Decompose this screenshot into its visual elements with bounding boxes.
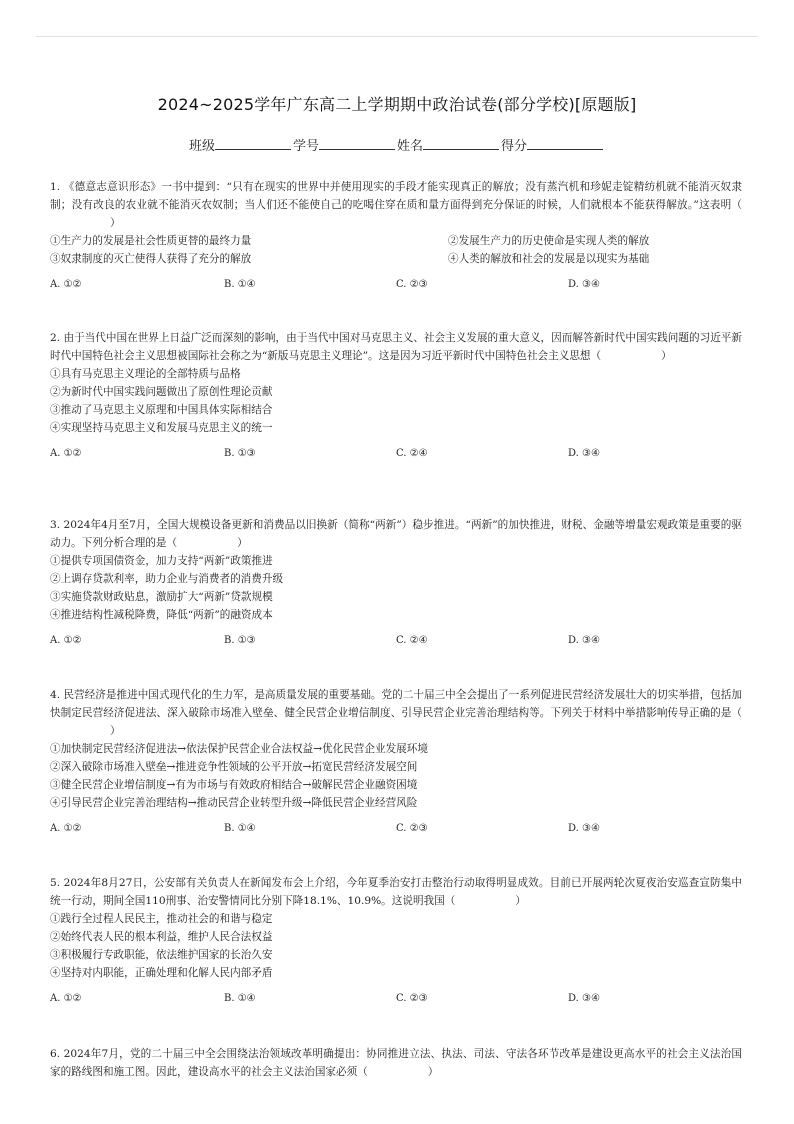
option-4: ④推进结构性减税降费，降低“两新”的融资成本 xyxy=(50,609,273,621)
choice-c[interactable]: C. ②④ xyxy=(396,448,428,459)
score-blank[interactable] xyxy=(527,137,603,150)
question-5 xyxy=(50,874,742,1008)
choice-c[interactable]: C. ②③ xyxy=(396,993,428,1004)
option-4: ④实现坚持马克思主义和发展马克思主义的统一 xyxy=(50,422,273,434)
option-2: ②为新时代中国实践问题做出了原创性理论贡献 xyxy=(50,386,273,398)
question-stem xyxy=(50,178,742,232)
choice-c[interactable]: C. ②③ xyxy=(396,823,428,834)
student-id-field xyxy=(293,135,397,154)
choice-b[interactable]: B. ①③ xyxy=(224,448,256,459)
student-id-blank[interactable] xyxy=(319,137,395,150)
page-title: 2024~2025学年广东高二上学期期中政治试卷(部分学校)[原题版] xyxy=(157,95,637,114)
option-4: ④坚持对内职能，正确处理和化解人民内部矛盾 xyxy=(50,967,273,979)
choice-a[interactable]: A. ①② xyxy=(50,993,82,1004)
choice-a[interactable]: A. ①② xyxy=(50,635,82,646)
question-3 xyxy=(50,516,742,650)
stem-text: 2. 由于当代中国在世界上日益广泛而深刻的影响，由于当代中国对马克思主义、社会主义发展的重大意义，因而解答新时代中国实践问题的习近平新时代中国特色社会主义思想被国际社会称之为“新版马克思主义理论”。这是因为习近平新时代中国特色社会主义思想（ xyxy=(50,332,742,362)
question-stem xyxy=(50,516,742,552)
stem-close: ） xyxy=(110,725,121,737)
name-blank[interactable] xyxy=(423,137,499,150)
choice-c[interactable]: C. ②③ xyxy=(396,279,428,290)
choice-b[interactable]: B. ①④ xyxy=(224,279,256,290)
option-4: ④引导民营企业完善治理结构→推动民营企业转型升级→降低民营企业经营风险 xyxy=(50,797,418,809)
choice-b[interactable]: B. ①④ xyxy=(224,993,256,1004)
answer-choices xyxy=(50,820,742,838)
option-3: ③奴隶制度的灭亡使得人获得了充分的解放 xyxy=(50,253,252,265)
student-info-line xyxy=(0,135,794,154)
answer-choices xyxy=(50,990,742,1008)
option-3: ③实施贷款财政贴息，激励扩大“两新”贷款规模 xyxy=(50,591,273,603)
choice-d[interactable]: D. ③④ xyxy=(568,448,600,459)
student-id-label: 学号 xyxy=(292,139,319,154)
question-stem xyxy=(50,686,742,740)
stem-close: ） xyxy=(661,350,672,362)
choice-d[interactable]: D. ③④ xyxy=(568,823,600,834)
option-2: ②始终代表人民的根本利益，维护人民合法权益 xyxy=(50,931,273,943)
stem-text: 5. 2024年8月27日，公安部有关负责人在新闻发布会上介绍，今年夏季治安打击整治行动取得明显成效。目前已开展两轮次夏夜治安巡查宣防集中统一行动，期间全国110刑事、治安警情同比分别下降18.1%、10.9%。这说明我国（ xyxy=(50,877,742,907)
option-row xyxy=(50,250,742,268)
stem-close: ） xyxy=(515,895,526,907)
stem-close: ） xyxy=(237,537,248,549)
score-field xyxy=(501,135,605,154)
name-label: 姓名 xyxy=(397,139,424,154)
question-2 xyxy=(50,329,742,463)
option-row xyxy=(50,232,742,250)
option-3: ③积极履行专政职能，依法维护国家的长治久安 xyxy=(50,949,273,961)
option-1: ①生产力的发展是社会性质更替的最终力量 xyxy=(50,235,252,247)
question-stem xyxy=(50,874,742,910)
option-2: ②发展生产力的历史使命是实现人类的解放 xyxy=(448,235,650,247)
choice-d[interactable]: D. ③④ xyxy=(568,993,600,1004)
stem-text: 4. 民营经济是推进中国式现代化的生力军，是高质量发展的重要基础。党的二十届三中全会提出了一系列促进民营经济发展壮大的切实举措，包括加快制定民营经济促进法、深入破除市场准入壁垒、健全民营企业增信制度、引导民营企业完善治理结构等。下列关于材料中举措影响传导正确的是（ xyxy=(50,689,742,719)
option-1: ①提供专项国债资金，加力支持“两新”政策推进 xyxy=(50,555,273,567)
option-3: ③推动了马克思主义原理和中国具体实际相结合 xyxy=(50,404,273,416)
top-divider xyxy=(36,36,758,37)
option-4: ④人类的解放和社会的发展是以现实为基础 xyxy=(448,253,650,265)
choice-a[interactable]: A. ①② xyxy=(50,279,82,290)
choice-d[interactable]: D. ③④ xyxy=(568,635,600,646)
choice-a[interactable]: A. ①② xyxy=(50,823,82,834)
option-2: ②上调存贷款利率，助力企业与消费者的消费升级 xyxy=(50,573,284,585)
question-6 xyxy=(50,1045,742,1081)
choice-b[interactable]: B. ①③ xyxy=(224,635,256,646)
answer-choices xyxy=(50,276,742,294)
question-4 xyxy=(50,686,742,838)
option-1: ①加快制定民营经济促进法→依法保护民营企业合法权益→优化民营企业发展环境 xyxy=(50,743,428,755)
class-blank[interactable] xyxy=(215,137,291,150)
stem-text: 6. 2024年7月，党的二十届三中全会围绕法治领域改革明确提出：协同推进立法、执法、司法、守法各环节改革是建设更高水平的社会主义法治国家的路线图和施工图。因此，建设高水平的社会主义法治国家必须（ xyxy=(50,1048,742,1078)
question-stem xyxy=(50,329,742,365)
name-field xyxy=(397,135,501,154)
stem-text: 1. 《德意志意识形态》一书中提到：“只有在现实的世界中并使用现实的手段才能实现真正的解放；没有蒸汽机和珍妮走锭精纺机就不能消灭奴隶制；没有改良的农业就不能消灭农奴制；当人们还不能使自己的吃喝住穿在质和量方面得到充分保证的时候，人们就根本不能获得解放。”这表明（ xyxy=(50,181,742,211)
option-2: ②深入破除市场准入壁垒→推进竞争性领域的公平开放→拓宽民营经济发展空间 xyxy=(50,761,418,773)
stem-close: ） xyxy=(427,1066,439,1078)
choice-c[interactable]: C. ②④ xyxy=(396,635,428,646)
choice-d[interactable]: D. ③④ xyxy=(568,279,600,290)
stem-close: ） xyxy=(110,217,121,229)
question-1 xyxy=(50,178,742,294)
option-1: ①具有马克思主义理论的全部特质与品格 xyxy=(50,368,241,380)
stem-text: 3. 2024年4月至7月，全国大规模设备更新和消费品以旧换新（简称“两新”）稳步推进。“两新”的加快推进，财税、金融等增量宏观政策是重要的驱动力。下列分析合理的是（ xyxy=(50,519,742,549)
class-label: 班级 xyxy=(188,139,215,154)
class-field xyxy=(189,135,293,154)
answer-choices xyxy=(50,445,742,463)
question-stem xyxy=(50,1045,742,1081)
option-3: ③健全民营企业增信制度→有为市场与有效政府相结合→破解民营企业融资困境 xyxy=(50,779,418,791)
score-label: 得分 xyxy=(501,139,528,154)
choice-b[interactable]: B. ①④ xyxy=(224,823,256,834)
choice-a[interactable]: A. ①② xyxy=(50,448,82,459)
option-1: ①践行全过程人民民主，推动社会的和谐与稳定 xyxy=(50,913,273,925)
answer-choices xyxy=(50,632,742,650)
